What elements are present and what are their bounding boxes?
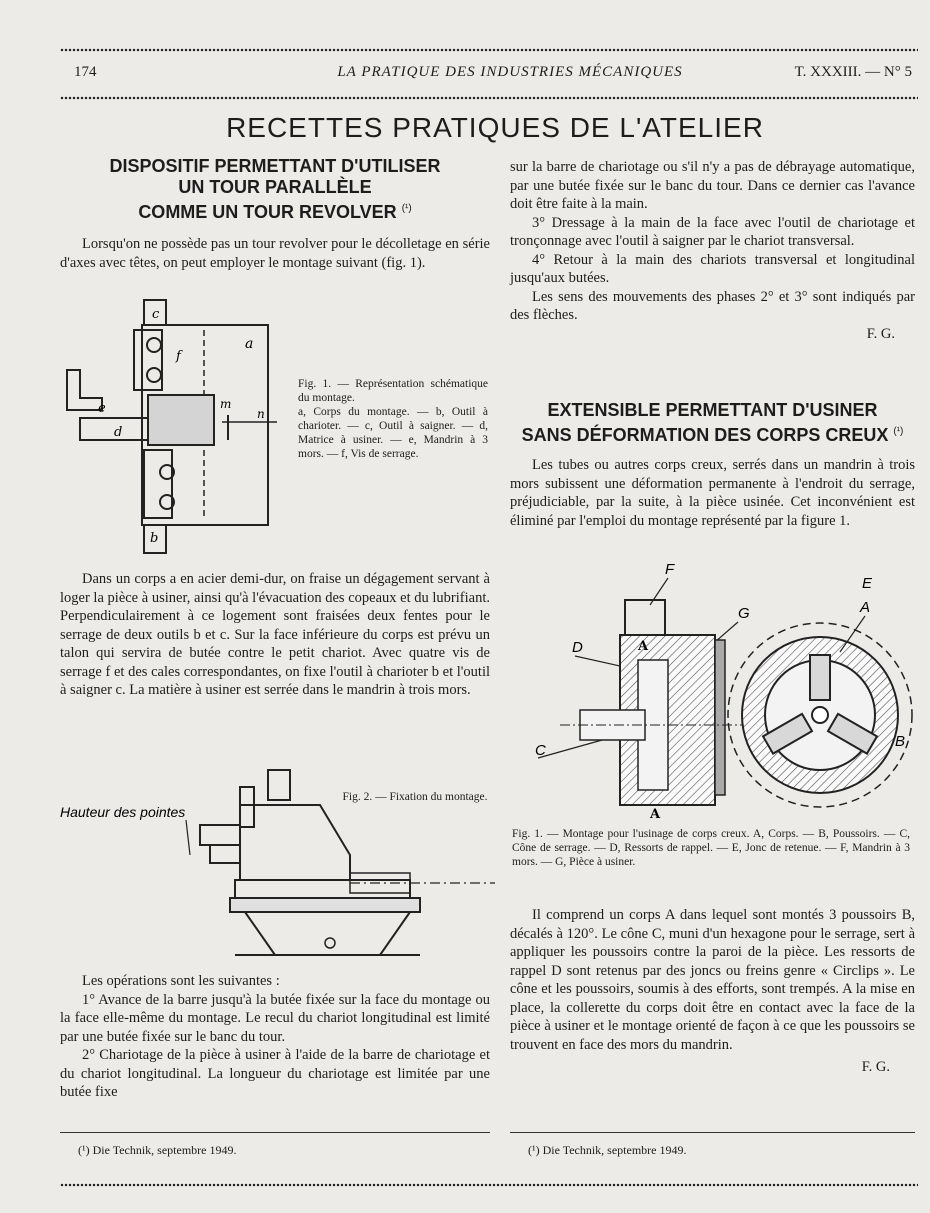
fig-pusher-B — [810, 655, 830, 700]
article1-header — [60, 156, 490, 272]
article1-intro: Lorsqu'on ne possède pas un tour revolver pour le décolletage en série d'axes avec têtes, on peut employer le montage suivant (fig. 1). — [60, 236, 490, 271]
volume-issue: T. XXXIII. — N° 5 — [794, 64, 912, 80]
figure1-schematic — [62, 300, 287, 555]
article1-title-line2: UN TOUR PARALLÈLE — [178, 177, 372, 197]
right-footnote-rule — [510, 1132, 915, 1133]
article2-header — [510, 400, 915, 530]
operation-1: 1° Avance de la barre jusqu'à la butée fixée sur la face du montage ou la face elle-même du montage. Le recul du chariot longitudinal est limité par une butée fixée sur le banc du tour. — [60, 991, 490, 1045]
top-dotted-rule — [60, 48, 918, 52]
article1-title-line3-text: COMME UN TOUR REVOLVER — [138, 202, 397, 222]
fig2-bolt — [268, 770, 290, 800]
running-header — [62, 62, 912, 84]
fig-section-mark-top: A — [638, 639, 649, 654]
figure2-caption: Fig. 2. — Fixation du montage. — [342, 791, 488, 803]
article2-figure — [520, 560, 920, 825]
article2-title-line2-text: SANS DÉFORMATION DES CORPS CREUX — [521, 425, 889, 445]
left-footnote-rule — [60, 1132, 490, 1133]
article1-title-line1: DISPOSITIF PERMETTANT D'UTILISER — [109, 156, 441, 176]
article2-body-text: Il comprend un corps A dans lequel sont montés 3 poussoirs B, décalés à 120°. Le cône C, muni d'un hexagone pour le serrage, sert à appliquer les poussoirs contre la paroi de la pièce. Les ressorts de rappel D sont retenus par des joncs ou freins genre « Circlips ». Le cône et les poussoirs, soumis à des efforts, sont trempés. A la mise en place, la collerette du corps doit être en contact avec la face de la pièce à usiner et le montage orienté de façon à ce que les poussoirs se trouvent en face des mors du mandrin. — [510, 907, 915, 1053]
fig1-label-a: a — [245, 336, 254, 352]
fig-label-B: B — [895, 733, 906, 750]
fig2-tool — [200, 825, 240, 845]
fig1-label-n: n — [257, 407, 265, 421]
running-title: LA PRATIQUE DES INDUSTRIES MÉCANIQUES — [337, 64, 683, 80]
fig-label-G: G — [738, 605, 750, 622]
page-number: 174 — [74, 64, 97, 80]
fig1-label-c: c — [152, 307, 160, 322]
operations-intro: Les opérations sont les suivantes : — [82, 973, 280, 989]
fig1-label-m: m — [220, 397, 232, 411]
fig-label-C: C — [535, 742, 546, 759]
fig2-tool — [210, 845, 240, 863]
fig1-screw — [147, 338, 161, 352]
operation-2-continued: sur la barre de chariotage ou s'il n'y a pas de débrayage automatique, par une butée fixée sur le banc du tour. Dans ce dernier cas l'avance doit être faite à la main. — [510, 159, 915, 212]
fig2-body — [240, 805, 350, 880]
article1-note: Les sens des mouvements des phases 2° et 3° sont indiqués par des flèches. — [510, 288, 915, 323]
right-footnote: (¹) Die Technik, septembre 1949. — [528, 1143, 687, 1157]
article2-figure-caption: Fig. 1. — Montage pour l'usinage de corps creux. A, Corps. — B, Poussoirs. — C, Cône de serrage. — D, Ressorts de rappel. — E, Jonc de retenue. — F, Mandrin à 3 mors. — G, Pièce à usiner. — [512, 828, 910, 868]
article2-title — [510, 400, 915, 446]
fig2-post — [240, 787, 254, 827]
article1-operations — [60, 972, 490, 1102]
bottom-dotted-rule — [60, 1183, 918, 1187]
fig2-leader — [186, 820, 190, 855]
fig1-label-b: b — [150, 531, 159, 546]
fig1-label-d: d — [114, 425, 123, 440]
article1-footnote-ref: (¹) — [401, 203, 412, 214]
fig2-carriage — [245, 912, 410, 955]
left-footnote: (¹) Die Technik, septembre 1949. — [78, 1143, 237, 1157]
article2-title-line2 — [510, 421, 915, 446]
article2-signature: F. G. — [861, 1059, 890, 1075]
article1-signature: F. G. — [866, 325, 895, 342]
fig-center — [812, 707, 828, 723]
fig-workpiece-wall — [715, 640, 725, 795]
fig1-screw — [147, 368, 161, 382]
fig1-cavity — [148, 395, 214, 445]
fig1-label-e: e — [98, 401, 106, 416]
fig1-caption-head: Fig. 1. — Représentation schématique du montage. — [298, 378, 488, 404]
fig2-slide — [235, 880, 410, 898]
header-dotted-rule — [60, 96, 918, 100]
article2-body — [510, 906, 915, 1077]
fig-section-mark-bottom: A — [650, 807, 661, 822]
fig-leader-G — [715, 622, 738, 642]
fig2-pivot — [325, 938, 335, 948]
article1-body-text: Dans un corps a en acier demi-dur, on fraise un dégagement servant à loger la pièce à usiner, ainsi qu'à l'évacuation des copeaux et du lubrifiant. Perpendiculairement à ce logement sont fraisées deux fentes pour le serrage de deux outils b et c. Sur la face inférieure du corps est prévu un talon qui servira de butée contre le petit chariot. Avec quatre vis de serrage f et des cales correspondantes, on fixe l'outil à charioter b et l'outil à saigner c. La matière à usiner est serrée dans le mandrin à trois mors. — [60, 571, 490, 698]
operation-4: 4° Retour à la main des chariots transversal et longitudinal jusqu'aux butées. — [510, 251, 915, 286]
fig-label-F: F — [665, 561, 675, 578]
fig1-label-f: f — [176, 349, 181, 364]
operation-3: 3° Dressage à la main de la face avec l'outil de chariotage et tronçonnage avec l'outil à saigner par le chariot transversal. — [510, 214, 915, 249]
article1-continuation — [510, 158, 915, 343]
article2-footnote-ref: (¹) — [893, 426, 904, 437]
article1-title-line3 — [60, 198, 490, 223]
fig-label-E: E — [862, 575, 873, 592]
article1-body — [60, 570, 490, 700]
fig-label-D: D — [572, 639, 583, 656]
fig-chuck-jaw — [625, 600, 665, 635]
fig-label-A: A — [860, 599, 871, 616]
operation-2: 2° Chariotage de la pièce à usiner à l'aide de la barre de chariotage et du chariot longitudinal. La longueur du chariotage est limitée par une butée fixe — [60, 1047, 490, 1100]
fig1-caption-body: a, Corps du montage. — b, Outil à charioter. — c, Outil à saigner. — d, Matrice à usiner. — e, Mandrin à 3 mors. — f, Vis de serrage. — [298, 406, 488, 460]
fig2-slide-base — [230, 898, 420, 912]
section-title: RECETTES PRATIQUES DE L'ATELIER — [226, 112, 764, 143]
article2-title-line1: EXTENSIBLE PERMETTANT D'USINER — [547, 400, 878, 420]
fig2-label-center-height: Hauteur des pointes — [60, 804, 186, 820]
fig1-jaw-e — [67, 370, 102, 410]
figure1-caption — [298, 377, 488, 461]
article2-intro: Les tubes ou autres corps creux, serrés dans un mandrin à trois mors subissent une déformation permanente à l'endroit du serrage, préjudiciable, par la suite, à la pièce usinée. Cet inconvénient est éliminé par l'emploi du montage représenté par la figure 1. — [510, 457, 915, 529]
fig1-tool-b — [144, 450, 172, 518]
article1-title — [60, 156, 490, 223]
